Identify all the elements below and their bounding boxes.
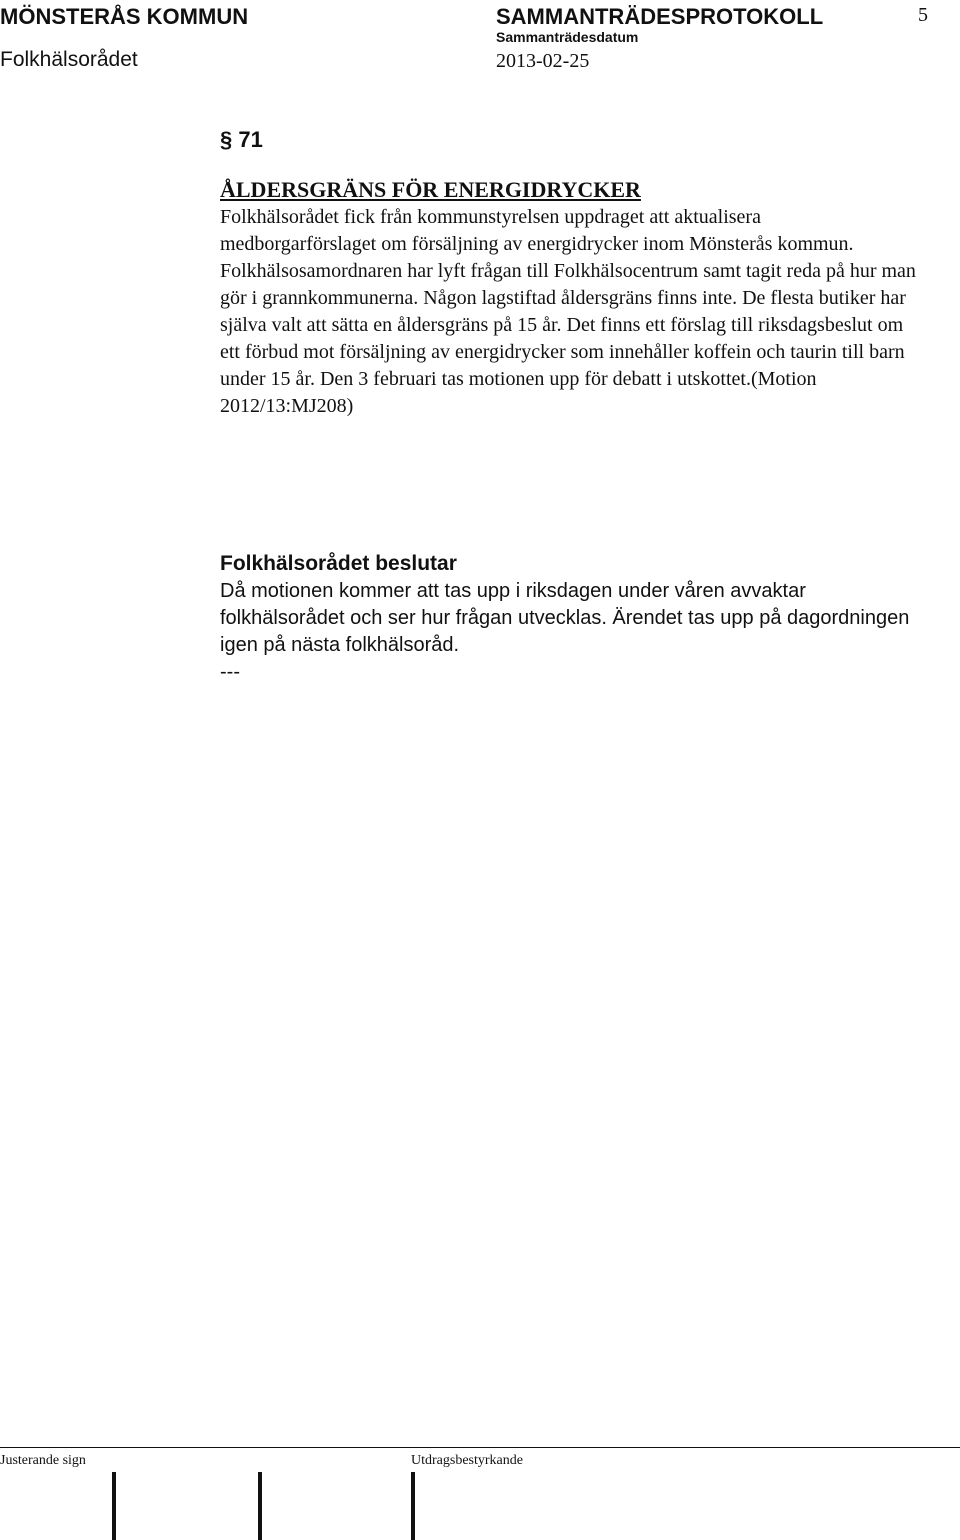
signer-label: Justerande sign [0, 1453, 86, 1468]
section-separator: --- [220, 661, 240, 683]
page-number: 5 [918, 4, 928, 26]
extract-label: Utdragsbestyrkande [411, 1453, 523, 1468]
meeting-date-label: Sammanträdesdatum [496, 29, 639, 45]
meeting-date: 2013-02-25 [496, 50, 590, 72]
decision-section [220, 550, 920, 686]
footer-divider [0, 1447, 960, 1448]
decision-heading: Folkhälsorådet beslutar [220, 552, 457, 575]
paragraph-body: Folkhälsorådet fick från kommunstyrelsen uppdraget att aktualisera medborgarförslaget om försäljning av energidrycker inom Mönsterås kommun. Folkhälsosamordnaren har lyft frågan till Folkhälsocentrum samt tagit reda på hur man gör i grannkommunerna. Någon lagstiftad åldersgräns finns inte. De flesta butiker har själva valt att sätta en åldersgräns på 15 år. Det finns ett förslag till riksdagsbeslut om ett förbud mot försäljning av energidrycker som innehåller koffein och taurin till barn under 15 år. Den 3 februari tas motionen upp för debatt i utskottet.(Motion 2012/13:MJ208) [220, 206, 916, 417]
signature-box-divider [112, 1472, 116, 1540]
signature-box-divider [411, 1472, 415, 1540]
signature-box-divider [258, 1472, 262, 1540]
paragraph-section [220, 176, 920, 420]
organization-name: MÖNSTERÅS KOMMUN [0, 4, 249, 29]
decision-body: Då motionen kommer att tas upp i riksdagen under våren avvaktar folkhälsorådet och ser hur frågan utvecklas. Ärendet tas upp på dagordningen igen på nästa folkhälsoråd. [220, 580, 910, 656]
body-name: Folkhälsorådet [0, 48, 138, 71]
paragraph-number: § 71 [220, 127, 263, 152]
document-type: SAMMANTRÄDESPROTOKOLL [496, 4, 824, 29]
paragraph-heading: ÅLDERSGRÄNS FÖR ENERGIDRYCKER [220, 177, 641, 202]
